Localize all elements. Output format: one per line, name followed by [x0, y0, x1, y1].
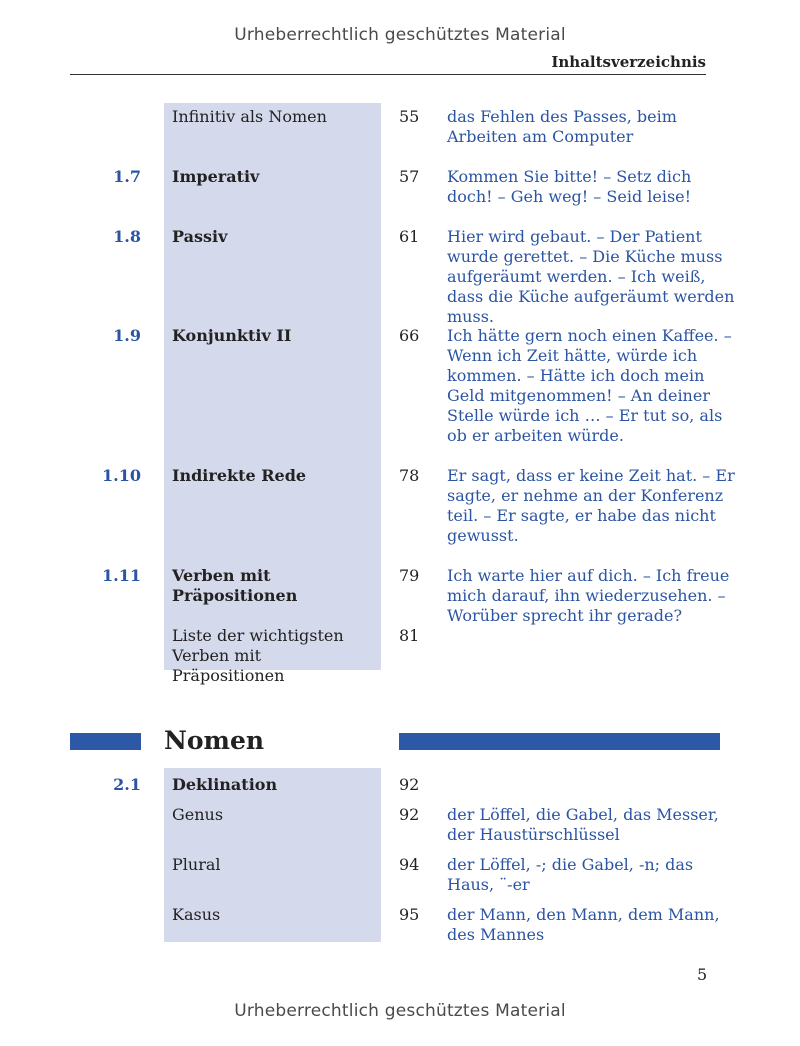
- entry-topic: Verben mit Präpositionen: [172, 566, 298, 605]
- page-number: 5: [697, 965, 708, 984]
- entry-page: 57: [399, 167, 420, 186]
- entry-example: Er sagt, dass er keine Zeit hat. – Er sagte, er nehme an der Konferenz teil. – Er sagte, er habe das nicht gewusst.: [447, 466, 735, 545]
- entry-number: 1.9: [113, 326, 141, 345]
- entry-page: 78: [399, 466, 420, 485]
- entry-topic: Imperativ: [172, 167, 260, 186]
- entry-page: 55: [399, 107, 420, 126]
- section-bar-left: [70, 733, 141, 750]
- entry-page: 79: [399, 566, 420, 585]
- entry-example: der Löffel, -; die Gabel, -n; das Haus, ¨-er: [447, 855, 694, 894]
- section-bar-right: [399, 733, 720, 750]
- entry-example: das Fehlen des Passes, beim Arbeiten am Computer: [447, 107, 677, 146]
- entry-page: 66: [399, 326, 420, 345]
- watermark-top: Urheberrechtlich geschütztes Material: [234, 25, 566, 45]
- section-title: Nomen: [164, 726, 265, 755]
- entry-page: 95: [399, 905, 420, 924]
- entry-number: 2.1: [113, 775, 141, 794]
- entry-page: 92: [399, 775, 420, 794]
- entry-topic: Passiv: [172, 227, 228, 246]
- entry-example: der Mann, den Mann, dem Mann, des Mannes: [447, 905, 720, 944]
- header-rule: [70, 74, 706, 75]
- running-head: Inhaltsverzeichnis: [551, 53, 706, 71]
- entry-number: 1.10: [102, 466, 141, 485]
- entry-page: 81: [399, 626, 420, 645]
- entry-topic: Indirekte Rede: [172, 466, 307, 485]
- entry-page: 61: [399, 227, 420, 246]
- entry-number: 1.8: [113, 227, 141, 246]
- entry-topic: Kasus: [172, 905, 221, 924]
- entry-example: Hier wird gebaut. – Der Patient wurde gerettet. – Die Küche muss aufgeräumt werden. – Ich weiß, dass die Küche aufgeräumt werden muss.: [447, 227, 735, 326]
- entry-topic: Liste der wichtigsten Verben mit Präpositionen: [172, 626, 344, 685]
- entry-number: 1.11: [102, 566, 141, 585]
- entry-example: der Löffel, die Gabel, das Messer, der Haustürschlüssel: [447, 805, 719, 844]
- entry-page: 92: [399, 805, 420, 824]
- entry-example: Ich hätte gern noch einen Kaffee. – Wenn ich Zeit hätte, würde ich kommen. – Hätte ich doch mein Geld mitgenommen! – An deiner Stelle würde ich … – Er tut so, als ob er arbeiten würde.: [447, 326, 732, 445]
- entry-example: Kommen Sie bitte! – Setz dich doch! – Geh weg! – Seid leise!: [447, 167, 692, 206]
- entry-topic: Plural: [172, 855, 221, 874]
- entry-topic: Infinitiv als Nomen: [172, 107, 327, 126]
- entry-topic: Genus: [172, 805, 224, 824]
- entry-topic: Deklination: [172, 775, 278, 794]
- entry-number: 1.7: [113, 167, 141, 186]
- watermark-bottom: Urheberrechtlich geschütztes Material: [234, 1001, 566, 1021]
- entry-page: 94: [399, 855, 420, 874]
- entry-topic: Konjunktiv II: [172, 326, 292, 345]
- entry-example: Ich warte hier auf dich. – Ich freue mich darauf, ihn wiederzusehen. – Worüber sprecht ihr gerade?: [447, 566, 730, 625]
